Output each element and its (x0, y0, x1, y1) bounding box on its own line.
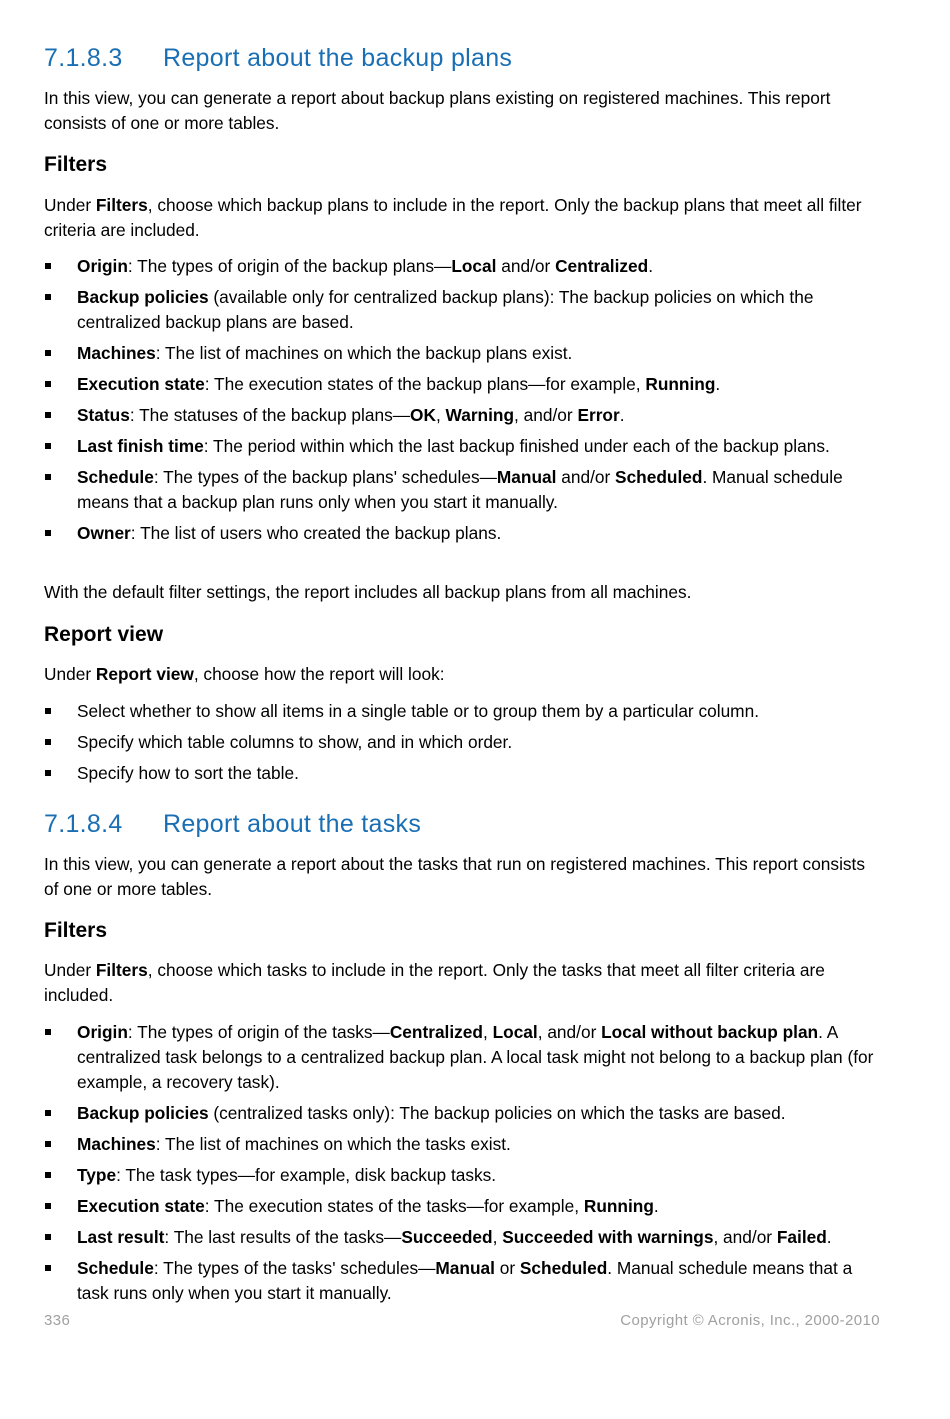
section-number: 7.1.8.3 (44, 44, 123, 72)
report-view-intro: Under Report view, choose how the report will look: (44, 664, 445, 684)
bold-term: Type (77, 1165, 117, 1185)
report-view-heading: Report view (44, 623, 164, 646)
filters-intro: Under Filters, choose which backup plans to include in the report. Only the backup plans that meet all filter criteria are included. (44, 195, 862, 240)
page-number: 336 (44, 1312, 71, 1329)
bold-term: Manual (435, 1258, 495, 1278)
bold-term: Scheduled (519, 1258, 608, 1278)
list-item: Specify which table columns to show, and in which order. (44, 730, 884, 755)
report-view-list (44, 699, 884, 792)
filters-intro: Under Filters, choose which tasks to include in the report. Only the tasks that meet all filter criteria are included. (44, 960, 825, 1005)
list-item: Backup policies (centralized tasks only): The backup policies on which the tasks are based. (44, 1101, 884, 1126)
square-bullet-icon (45, 381, 51, 387)
list-item: Machines: The list of machines on which the backup plans exist. (44, 341, 884, 366)
bold-term: Centralized (389, 1022, 483, 1042)
bold-term: Filters (95, 960, 148, 980)
bold-term: Warning (445, 405, 515, 425)
bold-term: Backup policies (77, 1103, 209, 1123)
section-title: Report about the tasks (163, 810, 422, 838)
bold-term: Schedule (77, 1258, 154, 1278)
section-intro: In this view, you can generate a report about the tasks that run on registered machines. This report consists of one or more tables. (44, 854, 865, 899)
list-item: Backup policies (available only for centralized backup plans): The backup policies on which the centralized backup plans are based. (44, 285, 884, 335)
bold-term: Last finish time (77, 436, 204, 456)
bold-term: Last result (77, 1227, 165, 1247)
square-bullet-icon (45, 1265, 51, 1271)
bold-term: Succeeded with warnings (502, 1227, 714, 1247)
copyright-notice: Copyright © Acronis, Inc., 2000-2010 (620, 1312, 880, 1329)
bold-term: Failed (776, 1227, 827, 1247)
bold-term: Backup policies (77, 287, 209, 307)
filters-list (44, 254, 884, 552)
square-bullet-icon (45, 770, 51, 776)
default-filter-note: With the default filter settings, the report includes all backup plans from all machines. (44, 582, 692, 602)
bold-term: Machines (77, 343, 156, 363)
square-bullet-icon (45, 1203, 51, 1209)
list-item: Origin: The types of origin of the tasks—Centralized, Local, and/or Local without backup plan. A centralized task belongs to a centralized backup plan. A local task might not belong to a backup plan (for example, a recovery task). (44, 1020, 884, 1095)
square-bullet-icon (45, 474, 51, 480)
square-bullet-icon (45, 530, 51, 536)
list-item: Schedule: The types of the tasks' schedules—Manual or Scheduled. Manual schedule means that a task runs only when you start it manually. (44, 1256, 884, 1306)
square-bullet-icon (45, 1110, 51, 1116)
list-item: Select whether to show all items in a single table or to group them by a particular column. (44, 699, 884, 724)
bold-term: Owner (77, 523, 131, 543)
section-intro: In this view, you can generate a report about backup plans existing on registered machines. This report consists of one or more tables. (44, 88, 831, 133)
square-bullet-icon (45, 739, 51, 745)
bold-term: Origin (77, 256, 128, 276)
list-item: Status: The statuses of the backup plans—OK, Warning, and/or Error. (44, 403, 884, 428)
bold-term: Filters (95, 195, 148, 215)
square-bullet-icon (45, 1234, 51, 1240)
bold-term: Execution state (77, 374, 205, 394)
list-item: Specify how to sort the table. (44, 761, 884, 786)
section-title: Report about the backup plans (163, 44, 513, 72)
bold-term: Centralized (555, 256, 649, 276)
bold-term: Running (583, 1196, 654, 1216)
square-bullet-icon (45, 1172, 51, 1178)
bold-term: Local (492, 1022, 538, 1042)
list-item: Type: The task types—for example, disk backup tasks. (44, 1163, 884, 1188)
bold-term: Scheduled (615, 467, 703, 487)
bold-term: Error (577, 405, 620, 425)
square-bullet-icon (45, 443, 51, 449)
bold-term: Local (451, 256, 497, 276)
list-item: Schedule: The types of the backup plans' schedules—Manual and/or Scheduled. Manual schedule means that a backup plan runs only when you start it manually. (44, 465, 884, 515)
filters-heading: Filters (44, 153, 108, 176)
bold-term: Local without backup plan (601, 1022, 819, 1042)
bold-term: Origin (77, 1022, 128, 1042)
square-bullet-icon (45, 294, 51, 300)
bold-term: OK (410, 405, 436, 425)
filters-heading: Filters (44, 919, 108, 942)
square-bullet-icon (45, 412, 51, 418)
list-item: Execution state: The execution states of the backup plans—for example, Running. (44, 372, 884, 397)
bold-term: Succeeded (401, 1227, 493, 1247)
bold-term: Running (645, 374, 716, 394)
square-bullet-icon (45, 708, 51, 714)
square-bullet-icon (45, 1141, 51, 1147)
bold-term: Machines (77, 1134, 156, 1154)
bold-term: Schedule (77, 467, 154, 487)
list-item: Owner: The list of users who created the backup plans. (44, 521, 884, 546)
square-bullet-icon (45, 350, 51, 356)
list-item: Last result: The last results of the tasks—Succeeded, Succeeded with warnings, and/or Failed. (44, 1225, 884, 1250)
section-heading-tasks (44, 810, 421, 839)
filters-list (44, 1020, 884, 1312)
bold-term: Status (77, 405, 130, 425)
bold-term: Report view (95, 664, 194, 684)
list-item: Origin: The types of origin of the backup plans—Local and/or Centralized. (44, 254, 884, 279)
list-item: Execution state: The execution states of the tasks—for example, Running. (44, 1194, 884, 1219)
bold-term: Manual (496, 467, 557, 487)
list-item: Machines: The list of machines on which the tasks exist. (44, 1132, 884, 1157)
square-bullet-icon (45, 1029, 51, 1035)
square-bullet-icon (45, 263, 51, 269)
list-item: Last finish time: The period within which the last backup finished under each of the backup plans. (44, 434, 884, 459)
section-number: 7.1.8.4 (44, 810, 123, 838)
bold-term: Execution state (77, 1196, 205, 1216)
section-heading-backup-plans (44, 44, 512, 73)
